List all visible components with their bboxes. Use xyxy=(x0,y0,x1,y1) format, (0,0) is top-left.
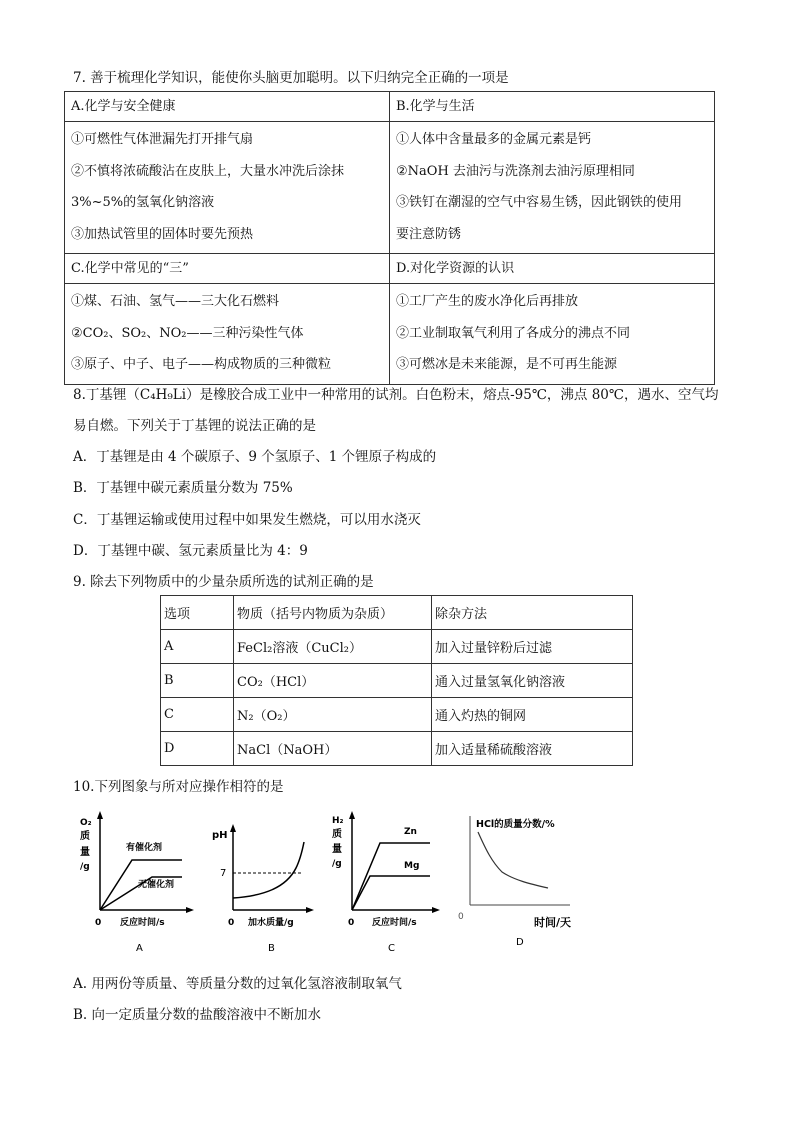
graph-a-curve1-label: 有催化剂 xyxy=(126,843,163,853)
graph-b-origin: 0 xyxy=(228,918,235,928)
q7-cell-d-body xyxy=(390,284,715,385)
graph-c-caption: C xyxy=(388,943,395,954)
q7-c-item: ①煤、石油、氢气——三大化石燃料 xyxy=(71,294,280,309)
table-row xyxy=(161,664,633,698)
graph-a-y-label: 量 xyxy=(80,847,90,858)
q9-cell-option: D xyxy=(161,732,234,766)
q7-cell-a-title: A.化学与安全健康 xyxy=(65,92,390,122)
graph-d-y-label: HCl的质量分数/% xyxy=(476,819,555,830)
q7-cell-d-title: D.对化学资源的认识 xyxy=(390,254,715,284)
q7-b-item: ②NaOH 去油污与洗涤剂去油污原理相同 xyxy=(396,163,635,179)
q7-a-item: ②不慎将浓硫酸沾在皮肤上，大量水冲洗后涂抹 xyxy=(71,163,345,179)
q8-option-b: B．丁基锂中碳元素质量分数为 75% xyxy=(73,480,293,496)
q10-stem: 10.下列图象与所对应操作相符的是 xyxy=(73,779,284,795)
q9-stem: 9. 除去下列物质中的少量杂质所选的试剂正确的是 xyxy=(73,574,374,590)
q8-stem-line1: 8.丁基锂（C₄H₉Li）是橡胶合成工业中一种常用的试剂。白色粉末，熔点-95℃，沸点 80℃，遇水、空气均 xyxy=(73,387,719,403)
q7-cell-c-title: C.化学中常见的“三” xyxy=(65,254,390,284)
graph-a-origin: 0 xyxy=(95,918,102,928)
q8-stem-line2: 易自燃。下列关于丁基锂的说法正确的是 xyxy=(73,418,316,434)
q7-table xyxy=(64,91,715,385)
q8-option-a: A．丁基锂是由 4 个碳原子、9 个氢原子、1 个锂原子构成的 xyxy=(73,449,437,465)
graph-a-y-label: /g xyxy=(80,862,90,872)
graph-c-zn-label: Zn xyxy=(404,827,417,837)
q9-cell-option: B xyxy=(161,664,234,698)
graph-d-caption: D xyxy=(516,937,524,948)
q10-option-b: B. 向一定质量分数的盐酸溶液中不断加水 xyxy=(73,1007,322,1023)
q9-header-method: 除杂方法 xyxy=(432,596,633,630)
graph-d xyxy=(452,810,592,955)
graph-c-y-label: /g xyxy=(332,859,342,869)
q9-cell-substance: N₂（O₂） xyxy=(234,698,432,732)
q8-option-c: C．丁基锂运输或使用过程中如果发生燃烧，可以用水浇灭 xyxy=(73,512,421,528)
q9-cell-method: 通入过量氢氧化钠溶液 xyxy=(432,664,633,698)
q9-cell-method: 加入适量稀硫酸溶液 xyxy=(432,732,633,766)
q7-b-item: ③铁钉在潮湿的空气中容易生锈，因此钢铁的使用 xyxy=(396,195,683,210)
graph-b xyxy=(208,810,328,955)
q9-cell-substance: CO₂（HCl） xyxy=(234,664,432,698)
graph-b-x-arrow xyxy=(306,907,314,913)
q7-stem: 7. 善于梳理化学知识，能使你头脑更加聪明。以下归纳完全正确的一项是 xyxy=(73,70,509,86)
graph-a-y-label: O₂ xyxy=(80,818,92,828)
q7-c-item: ②CO₂、SO₂、NO₂——三种污染性气体 xyxy=(71,325,304,341)
q9-cell-method: 通入灼热的铜网 xyxy=(432,698,633,732)
graph-d-hcl-curve xyxy=(478,832,548,888)
q9-cell-method: 加入过量锌粉后过滤 xyxy=(432,630,633,664)
q9-cell-option: C xyxy=(161,698,234,732)
graph-c-y-label: 质 xyxy=(332,829,342,840)
graph-c-x-arrow xyxy=(432,907,440,913)
q9-table xyxy=(160,595,633,766)
table-row xyxy=(161,698,633,732)
graph-c-y-label: 量 xyxy=(332,844,342,855)
graph-a xyxy=(70,810,200,955)
graph-d-x-label: 时间/天 xyxy=(534,916,572,929)
graph-c-y-arrow xyxy=(349,811,355,819)
graph-a-curve2-label: 无催化剂 xyxy=(138,880,175,890)
graph-a-y-arrow xyxy=(97,811,103,819)
q9-cell-substance: FeCl₂溶液（CuCl₂） xyxy=(234,630,432,664)
table-row xyxy=(161,630,633,664)
graph-c-y-label: H₂ xyxy=(332,816,344,826)
graph-a-y-label: 质 xyxy=(80,831,90,842)
q7-b-item: ①人体中含量最多的金属元素是钙 xyxy=(396,132,592,147)
q9-header-substance: 物质（括号内物质为杂质） xyxy=(234,596,432,630)
graph-b-ph-curve xyxy=(233,842,304,898)
q7-d-item: ②工业制取氧气利用了各成分的沸点不同 xyxy=(396,325,631,341)
q7-c-item: ③原子、中子、电子——构成物质的三种微粒 xyxy=(71,357,332,372)
graph-b-y-label: pH xyxy=(212,830,228,841)
graph-b-tick-7: 7 xyxy=(220,868,227,879)
q7-cell-b-body xyxy=(390,122,715,254)
q7-b-item: 要注意防锈 xyxy=(396,226,462,242)
table-row xyxy=(161,732,633,766)
graph-b-caption: B xyxy=(268,943,275,954)
q8-option-d: D．丁基锂中碳、氢元素质量比为 4：9 xyxy=(73,543,308,559)
graph-c-origin: 0 xyxy=(348,918,355,928)
graph-b-x-label: 加水质量/g xyxy=(248,918,294,928)
graph-a-caption: A xyxy=(136,943,143,954)
q7-a-item: 3%~5%的氢氧化钠溶液 xyxy=(71,195,215,210)
graph-a-x-label: 反应时间/s xyxy=(120,918,165,928)
q9-header-option: 选项 xyxy=(161,596,234,630)
q7-d-item: ①工厂产生的废水净化后再排放 xyxy=(396,294,579,309)
graph-c-mg-label: Mg xyxy=(404,861,420,871)
q7-d-item: ③可燃冰是未来能源，是不可再生能源 xyxy=(396,357,618,372)
q9-cell-substance: NaCl（NaOH） xyxy=(234,732,432,766)
q7-cell-b-title: B.化学与生活 xyxy=(390,92,715,122)
q10-option-a: A. 用两份等质量、等质量分数的过氧化氢溶液制取氧气 xyxy=(73,976,402,992)
graph-c xyxy=(330,810,445,955)
q7-cell-c-body xyxy=(65,284,390,385)
q9-cell-option: A xyxy=(161,630,234,664)
q9-header-row xyxy=(161,596,633,630)
q7-cell-a-body xyxy=(65,122,390,254)
q7-a-item: ③加热试管里的固体时要先预热 xyxy=(71,226,254,242)
graph-a-x-arrow xyxy=(186,907,194,913)
graph-b-y-arrow xyxy=(230,824,236,832)
graph-d-origin: 0 xyxy=(458,912,464,922)
q7-a-item: ①可燃性气体泄漏先打开排气扇 xyxy=(71,132,254,147)
graph-c-x-label: 反应时间/s xyxy=(372,918,417,928)
